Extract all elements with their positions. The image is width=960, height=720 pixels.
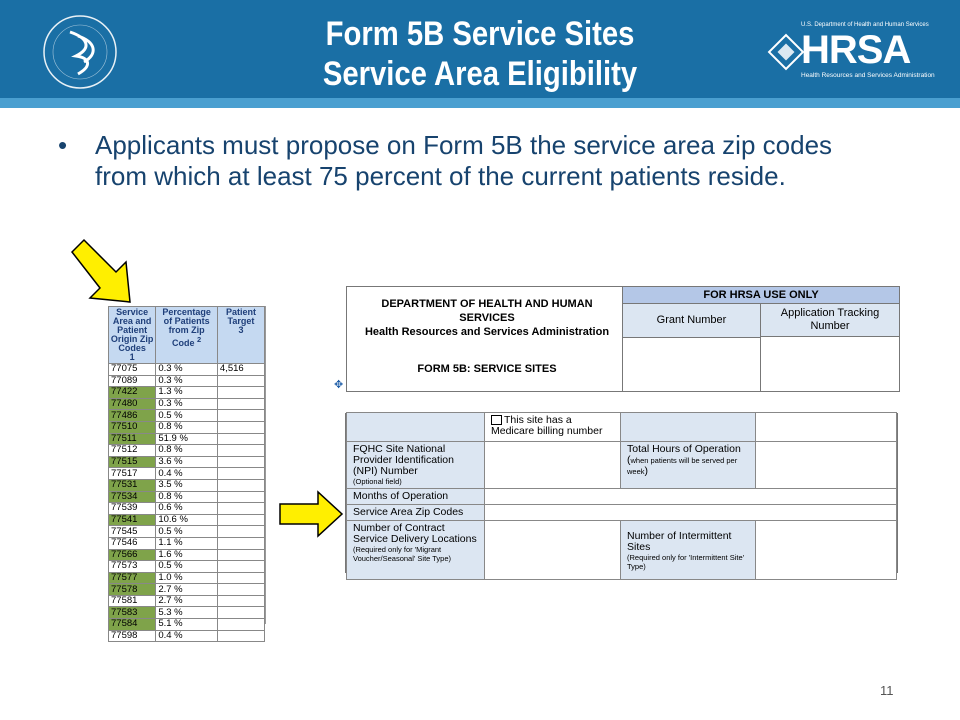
zip-code-cell: 77541 xyxy=(109,514,156,526)
table-row xyxy=(109,584,265,596)
hrsa-bottom-text: Health Resources and Services Administration xyxy=(801,72,935,79)
target-cell xyxy=(217,410,264,422)
target-cell xyxy=(217,537,264,549)
medicare-checkbox-cell xyxy=(484,412,621,442)
percentage-cell: 10.6 % xyxy=(156,514,218,526)
table-row xyxy=(109,398,265,410)
header-accent-band xyxy=(0,98,960,108)
table-row xyxy=(109,526,265,538)
hours-close: ) xyxy=(644,465,649,477)
table-row xyxy=(109,619,265,631)
percentage-cell: 0.3 % xyxy=(156,375,218,387)
form-name: FORM 5B: SERVICE SITES xyxy=(417,363,557,375)
target-cell xyxy=(217,479,264,491)
contract-label-cell xyxy=(346,520,485,580)
percentage-cell: 5.1 % xyxy=(156,619,218,631)
target-cell xyxy=(217,526,264,538)
percentage-cell: 0.3 % xyxy=(156,398,218,410)
percentage-cell: 2.7 % xyxy=(156,584,218,596)
table-row xyxy=(109,549,265,561)
target-cell xyxy=(217,607,264,619)
percentage-cell: 1.0 % xyxy=(156,572,218,584)
table-row xyxy=(109,561,265,573)
table-row xyxy=(109,468,265,480)
pct-header xyxy=(156,307,218,364)
grant-number-label: Grant Number xyxy=(623,304,761,338)
percentage-cell: 5.3 % xyxy=(156,607,218,619)
percentage-cell: 3.5 % xyxy=(156,479,218,491)
percentage-cell: 51.9 % xyxy=(156,433,218,445)
zip-code-cell: 77517 xyxy=(109,468,156,480)
medicare-checkbox[interactable] xyxy=(491,415,502,425)
zip-code-cell: 77512 xyxy=(109,445,156,457)
target-cell xyxy=(217,421,264,433)
zip-code-cell: 77578 xyxy=(109,584,156,596)
zip-codes-label-cell xyxy=(346,504,485,521)
table-row xyxy=(109,364,265,376)
target-cell xyxy=(217,514,264,526)
zip-code-cell: 77511 xyxy=(109,433,156,445)
dept-line-2: Health Resources and Services Administration xyxy=(364,326,610,338)
table-row xyxy=(109,537,265,549)
zip-code-cell: 77573 xyxy=(109,561,156,573)
table-row xyxy=(109,595,265,607)
target-header-note: 3 xyxy=(238,325,244,335)
target-header xyxy=(217,307,264,364)
contract-label: Number of Contract Service Delivery Locations xyxy=(353,522,477,545)
page-number: 11 xyxy=(880,683,894,698)
hours-input[interactable] xyxy=(755,441,897,489)
zip-code-cell: 77598 xyxy=(109,630,156,642)
percentage-cell: 1.1 % xyxy=(156,537,218,549)
hrsa-use-only-bar: FOR HRSA USE ONLY xyxy=(623,287,899,304)
zip-code-cell: 77486 xyxy=(109,410,156,422)
hhs-seal-icon xyxy=(40,12,120,92)
hrsa-top-text: U.S. Department of Health and Human Services xyxy=(801,22,929,28)
months-label: Months of Operation xyxy=(353,490,449,502)
bullet-symbol: • xyxy=(58,130,68,160)
percentage-cell: 1.6 % xyxy=(156,549,218,561)
zip-code-cell: 77539 xyxy=(109,503,156,515)
months-label-cell xyxy=(346,488,485,505)
column-divider xyxy=(760,338,761,391)
slide-title xyxy=(222,14,738,94)
hours-label-cell xyxy=(620,441,756,489)
zip-code-table-image xyxy=(108,306,266,641)
empty-label-cell-2 xyxy=(620,412,756,442)
zip-code-cell: 77534 xyxy=(109,491,156,503)
table-row xyxy=(109,607,265,619)
bullet-text: Applicants must propose on Form 5B the service area zip codes from which at least 75 percent of the current patients reside. xyxy=(95,130,833,191)
zip-code-cell: 77546 xyxy=(109,537,156,549)
table-move-handle-icon[interactable]: ✥ xyxy=(334,379,344,391)
zip-code-cell: 77422 xyxy=(109,387,156,399)
zip-code-cell: 77566 xyxy=(109,549,156,561)
target-cell xyxy=(217,595,264,607)
target-cell xyxy=(217,572,264,584)
table-row xyxy=(109,375,265,387)
empty-value-cell xyxy=(755,412,897,442)
percentage-cell: 1.3 % xyxy=(156,387,218,399)
npi-input[interactable] xyxy=(484,441,621,489)
table-row xyxy=(109,456,265,468)
table-row xyxy=(109,630,265,642)
percentage-cell: 0.5 % xyxy=(156,561,218,573)
table-row xyxy=(109,514,265,526)
percentage-cell: 2.7 % xyxy=(156,595,218,607)
target-cell xyxy=(217,445,264,457)
percentage-cell: 0.8 % xyxy=(156,491,218,503)
zip-header-text: Service Area and Patient Origin Zip Codes xyxy=(110,307,154,353)
target-cell xyxy=(217,456,264,468)
table-row xyxy=(109,387,265,399)
hours-label: Total Hours of Operation ( xyxy=(627,443,741,466)
zip-code-cell: 77584 xyxy=(109,619,156,631)
zip-header xyxy=(109,307,156,364)
npi-note: (Optional field) xyxy=(353,477,402,486)
title-line-2: Service Area Eligibility xyxy=(322,55,638,93)
zip-codes-label: Service Area Zip Codes xyxy=(353,506,464,518)
pct-header-note: 2 xyxy=(197,335,202,344)
percentage-cell: 0.5 % xyxy=(156,526,218,538)
contract-input[interactable] xyxy=(484,520,621,580)
target-cell xyxy=(217,503,264,515)
target-cell xyxy=(217,387,264,399)
hours-note: when patients will be served per week xyxy=(627,456,738,476)
zip-code-cell: 77581 xyxy=(109,595,156,607)
table-row xyxy=(109,421,265,433)
percentage-cell: 0.5 % xyxy=(156,410,218,422)
empty-label-cell xyxy=(346,412,485,442)
months-input[interactable] xyxy=(484,488,897,505)
percentage-cell: 3.6 % xyxy=(156,456,218,468)
percentage-cell: 0.8 % xyxy=(156,445,218,457)
zip-code-cell: 77510 xyxy=(109,421,156,433)
percentage-cell: 0.4 % xyxy=(156,468,218,480)
zip-code-cell: 77583 xyxy=(109,607,156,619)
zip-header-note: 1 xyxy=(129,352,135,362)
yellow-arrow-right-icon xyxy=(278,490,344,538)
service-site-form xyxy=(345,413,898,573)
zip-code-cell: 77480 xyxy=(109,398,156,410)
intermittent-label: Number of Intermittent Sites xyxy=(627,530,732,553)
dept-line-1: DEPARTMENT OF HEALTH AND HUMAN SERVICES xyxy=(381,298,593,324)
target-cell xyxy=(217,549,264,561)
yellow-arrow-diagonal-icon xyxy=(68,236,134,306)
zip-code-table xyxy=(108,306,265,642)
target-cell xyxy=(217,491,264,503)
table-row xyxy=(109,479,265,491)
zip-code-cell: 77089 xyxy=(109,375,156,387)
target-cell xyxy=(217,561,264,573)
npi-label: FQHC Site National Provider Identification (NPI) Number xyxy=(353,443,454,477)
contract-note: (Required only for 'Migrant Voucher/Seasonal' Site Type) xyxy=(353,545,452,563)
target-cell xyxy=(217,375,264,387)
target-cell xyxy=(217,630,264,642)
medicare-check-label: This site has a Medicare billing number xyxy=(491,414,603,437)
table-row xyxy=(109,491,265,503)
zip-code-cell: 77515 xyxy=(109,456,156,468)
intermittent-label-cell xyxy=(620,520,756,580)
target-cell xyxy=(217,398,264,410)
table-row xyxy=(109,503,265,515)
percentage-cell: 0.3 % xyxy=(156,364,218,376)
intermittent-note: (Required only for 'Intermittent Site' Type) xyxy=(627,553,745,571)
target-cell xyxy=(217,468,264,480)
table-row xyxy=(109,445,265,457)
form-header-left xyxy=(347,287,623,391)
target-cell xyxy=(217,433,264,445)
target-cell: 4,516 xyxy=(217,364,264,376)
intermittent-input[interactable] xyxy=(755,520,897,580)
zip-code-cell: 77531 xyxy=(109,479,156,491)
npi-label-cell xyxy=(346,441,485,489)
hrsa-logo-text: HRSA xyxy=(801,28,911,72)
table-row xyxy=(109,572,265,584)
zip-code-cell: 77075 xyxy=(109,364,156,376)
percentage-cell: 0.6 % xyxy=(156,503,218,515)
percentage-cell: 0.8 % xyxy=(156,421,218,433)
zip-code-cell: 77577 xyxy=(109,572,156,584)
form-5b-header xyxy=(346,286,900,392)
target-cell xyxy=(217,619,264,631)
title-line-1: Form 5B Service Sites xyxy=(325,15,635,53)
dept-title xyxy=(357,297,617,339)
zip-code-cell: 77545 xyxy=(109,526,156,538)
application-tracking-label: Application Tracking Number xyxy=(761,304,899,337)
target-cell xyxy=(217,584,264,596)
pct-header-text: Percentage of Patients from Zip Code xyxy=(162,307,211,348)
table-row xyxy=(109,410,265,422)
target-header-text: Patient Target xyxy=(225,307,256,326)
zip-codes-input[interactable] xyxy=(484,504,897,521)
table-row xyxy=(109,433,265,445)
percentage-cell: 0.4 % xyxy=(156,630,218,642)
